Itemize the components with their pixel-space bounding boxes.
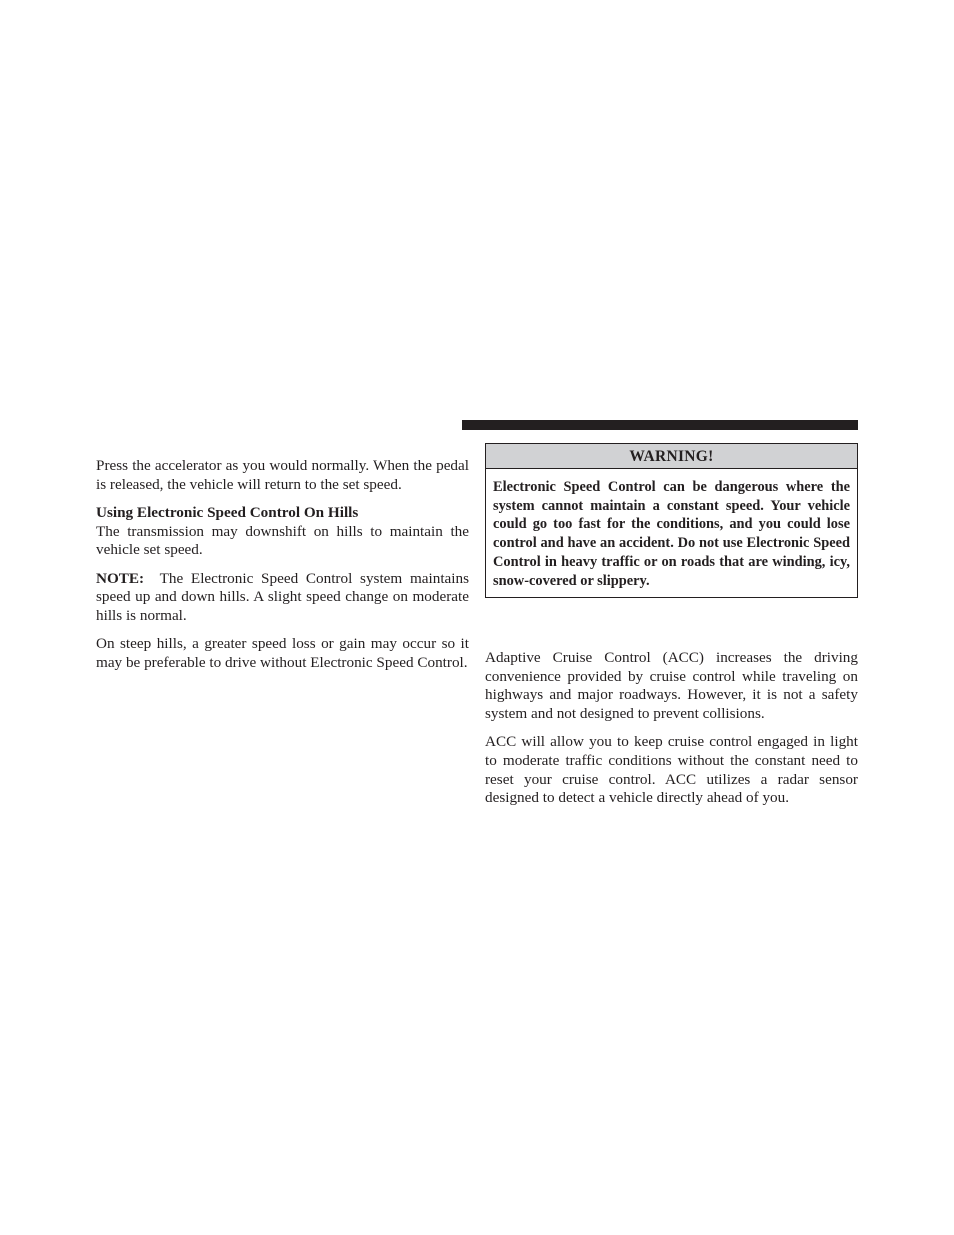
- warning-body: Electronic Speed Control can be dangerous where the system cannot maintain a constant speed. Your vehicle could go too fast for the conditions, and you could lose control and have an accident. Do not use Electronic Speed Control in heavy traffic or on roads that are winding, icy, snow-covered or slippery.: [493, 479, 850, 589]
- right-column: [485, 649, 858, 818]
- warning-box: [485, 443, 858, 598]
- note-label: NOTE:: [96, 569, 145, 587]
- note-text: The Electronic Speed Control system maintains speed up and down hills. A slight speed change on moderate hills is normal.: [96, 569, 470, 624]
- accelerator-paragraph: Press the accelerator as you would normally. When the pedal is released, the vehicle will return to the set speed.: [96, 457, 469, 493]
- left-column: [96, 457, 469, 682]
- warning-title: WARNING!: [486, 444, 857, 469]
- steep-hills-paragraph: On steep hills, a greater speed loss or gain may occur so it may be preferable to drive without Electronic Speed Control.: [96, 635, 469, 671]
- note-paragraph: [96, 570, 469, 626]
- acc-intro-paragraph: Adaptive Cruise Control (ACC) increases the driving convenience provided by cruise control while traveling on highways and major roadways. However, it is not a safety system and not designed to prevent collisions.: [485, 649, 858, 723]
- acc-radar-paragraph: ACC will allow you to keep cruise control engaged in light to moderate traffic conditions without the constant need to reset your cruise control. ACC utilizes a radar sensor designed to detect a vehicle directly ahead of you.: [485, 733, 858, 807]
- section-divider-bar: [462, 420, 858, 430]
- hills-subheading: Using Electronic Speed Control On Hills: [96, 503, 359, 521]
- downshift-paragraph: The transmission may downshift on hills to maintain the vehicle set speed.: [96, 522, 469, 559]
